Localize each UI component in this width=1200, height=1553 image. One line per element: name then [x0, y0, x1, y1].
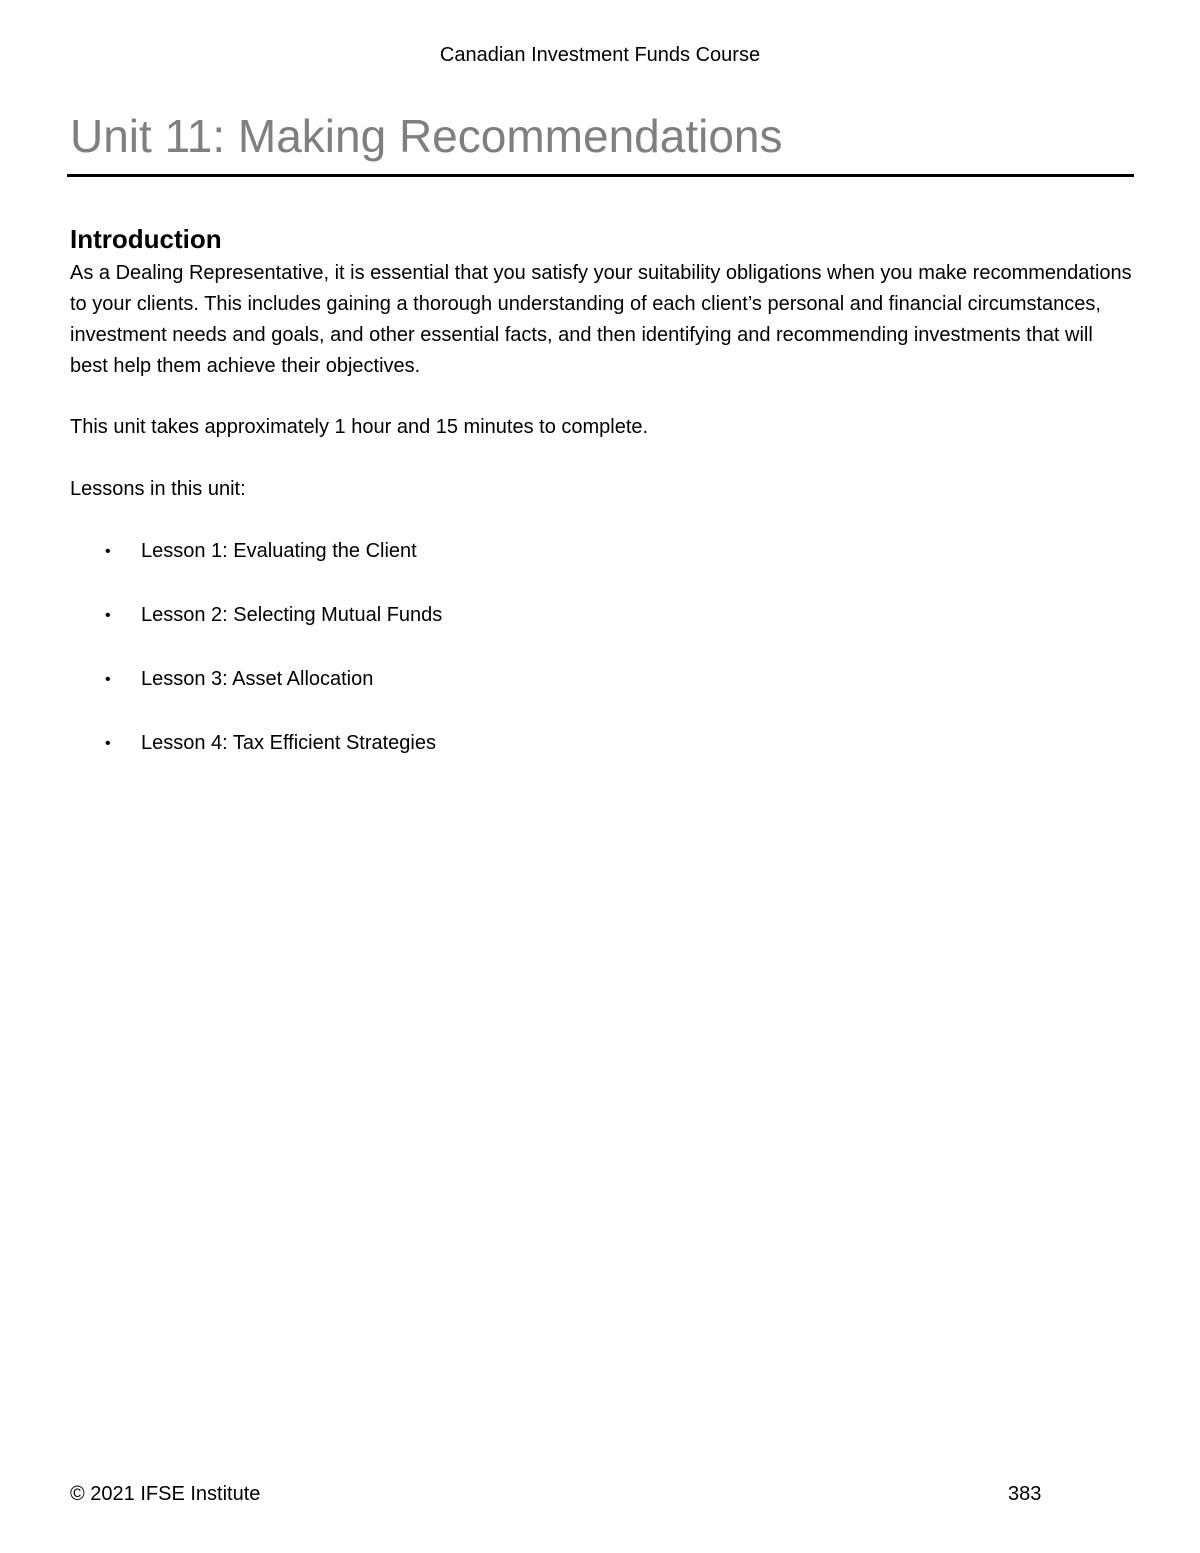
title-divider	[67, 174, 1134, 177]
bullet-icon: •	[105, 607, 111, 624]
running-header: Canadian Investment Funds Course	[439, 44, 761, 66]
lesson-label: Lesson 4: Tax Efficient Strategies	[141, 732, 436, 754]
bullet-icon: •	[105, 671, 111, 688]
lesson-label: Lesson 1: Evaluating the Client	[141, 540, 417, 562]
lesson-item	[70, 600, 1132, 631]
lessons-label: Lessons in this unit:	[70, 478, 246, 500]
lesson-item	[70, 664, 1132, 695]
bullet-icon: •	[105, 543, 111, 560]
main-content	[70, 222, 1132, 792]
lesson-list	[70, 536, 1132, 759]
duration-text: This unit takes approximately 1 hour and 15 minutes to complete.	[70, 416, 649, 438]
lesson-item	[70, 536, 1132, 567]
unit-title: Unit 11: Making Recommendations	[70, 110, 783, 162]
introduction-paragraph: As a Dealing Representative, it is essential that you satisfy your suitability obligations when you make recommendations to your clients. This includes gaining a thorough understanding of each client’s personal and financial circumstances, investment needs and goals, and other essential facts, and then identifying and recommending investments that will best help them achieve their objectives.	[70, 262, 1132, 377]
footer-copyright: © 2021 IFSE Institute	[70, 1483, 261, 1505]
section-heading-introduction: Introduction	[70, 224, 222, 254]
lesson-label: Lesson 3: Asset Allocation	[141, 668, 374, 690]
lesson-label: Lesson 2: Selecting Mutual Funds	[141, 604, 443, 626]
lesson-item	[70, 728, 1132, 759]
bullet-icon: •	[105, 735, 111, 752]
page-number: 383	[1008, 1483, 1042, 1505]
